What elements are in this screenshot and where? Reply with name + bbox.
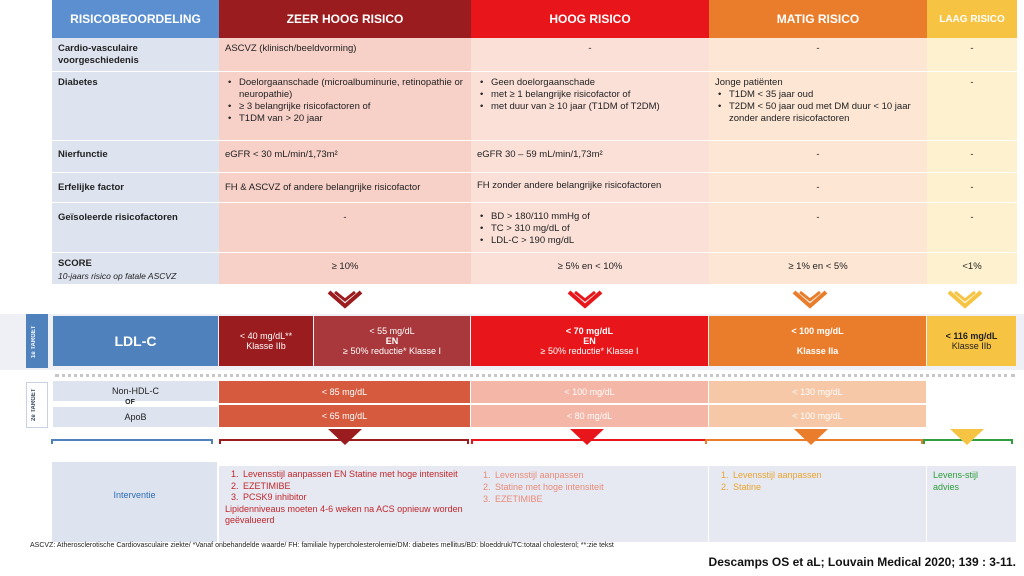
row-label-hereditary: Erfelijke factor — [58, 182, 124, 193]
bracket-lines — [50, 426, 1020, 456]
ldl-very-high-b-value: < 55 mg/dL — [369, 326, 415, 336]
ldl-low-value: < 116 mg/dL — [945, 331, 998, 341]
score-very-high: ≥ 10% — [331, 261, 359, 272]
list-item: • ≥ 3 belangrijke risicofactoren of — [225, 101, 465, 113]
header-low-risk: LAAG RISICO — [927, 0, 1017, 38]
chevron-down-icon — [567, 290, 603, 310]
ldl-moderate — [709, 316, 926, 366]
ldl-moderate-value: < 100 mg/dL — [791, 326, 844, 336]
row-label-score — [52, 255, 219, 285]
list-item: Statine met hoge intensiteit — [495, 482, 604, 492]
target1-side-label: 1e TARGET — [31, 325, 37, 359]
diabetes-moderate — [709, 74, 927, 128]
list-item: • TC > 310 mg/dL of — [477, 223, 703, 235]
hereditary-very-high: FH & ASCVZ of andere belangrijke risicofactor — [225, 182, 421, 193]
list-item: • met ≥ 1 belangrijke risicofactor of — [477, 89, 703, 101]
score-low: <1% — [962, 261, 982, 272]
ldl-high-reduction: ≥ 50% reductie* Klasse I — [540, 346, 639, 356]
ldl-low — [927, 316, 1016, 366]
citation: Descamps OS et aL; Louvain Medical 2020; 139 : 3-11. — [708, 555, 1016, 569]
hereditary-low: - — [970, 182, 974, 193]
ldl-high-and: EN — [583, 336, 596, 346]
isolated-moderate: - — [816, 212, 820, 223]
ldl-low-class: Klasse IIb — [951, 341, 992, 351]
apob-high: < 80 mg/dL — [471, 405, 708, 427]
nonhdl-high: < 100 mg/dL — [471, 381, 708, 403]
ldl-very-high-b — [314, 316, 470, 366]
ldl-very-high-a-class: Klasse IIb — [246, 341, 286, 351]
apob-label: ApoB — [53, 407, 218, 427]
ldl-high-value: < 70 mg/dL — [565, 326, 614, 336]
chevron-down-icon — [947, 290, 983, 310]
score-high: ≥ 5% en < 10% — [557, 261, 623, 272]
diabetes-moderate-intro: Jonge patiënten — [715, 77, 783, 88]
isolated-low: - — [970, 212, 974, 223]
nonhdl-moderate: < 130 mg/dL — [709, 381, 926, 403]
isolated-high — [471, 208, 709, 250]
intervention-very-high — [219, 466, 471, 542]
cv-high: - — [588, 43, 592, 54]
hereditary-moderate: - — [816, 182, 820, 193]
list-item: Statine — [733, 482, 762, 492]
row-label-cv: Cardio-vasculaire voorgeschiedenis — [58, 43, 139, 66]
header-very-high-risk: ZEER HOOG RISICO — [219, 0, 471, 38]
list-item: PCSK9 inhibitor — [243, 492, 307, 502]
cv-moderate: - — [816, 43, 820, 54]
chevron-down-icon — [327, 290, 363, 310]
hereditary-high: FH zonder andere belangrijke risicofactoren — [477, 180, 662, 191]
list-item: • T1DM van > 20 jaar — [225, 113, 465, 125]
kidney-very-high: eGFR < 30 mL/min/1,73m² — [225, 149, 338, 160]
kidney-low: - — [970, 149, 974, 160]
isolated-very-high: - — [343, 212, 347, 223]
list-item: • BD > 180/110 mmHg of — [477, 211, 703, 223]
ldl-moderate-class: Klasse IIa — [796, 346, 839, 356]
apob-moderate: < 100 mg/dL — [709, 405, 926, 427]
diabetes-low: - — [970, 77, 974, 88]
nonhdl-very-high: < 85 mg/dL — [219, 381, 470, 403]
list-item: Levensstijl aanpassen — [733, 470, 822, 480]
intervention-note: Lipidenniveaus moeten 4-6 weken na ACS opnieuw worden geëvalueerd — [225, 503, 463, 525]
row-label-isolated: Geïsoleerde risicofactoren — [58, 212, 178, 223]
score-label: SCORE — [58, 258, 92, 269]
ldl-very-high-a-value: < 40 mg/dL** — [239, 331, 293, 341]
header-high-risk: HOOG RISICO — [471, 0, 709, 38]
ldl-very-high-a — [219, 316, 313, 366]
row-label-diabetes: Diabetes — [58, 77, 98, 88]
dotted-divider — [55, 374, 1015, 377]
list-item: • T1DM < 35 jaar oud — [715, 89, 921, 101]
intervention-low: Levens-stijl advies — [927, 466, 1016, 542]
ldl-high — [471, 316, 708, 366]
apob-very-high: < 65 mg/dL — [219, 405, 470, 427]
chevron-down-icon — [792, 290, 828, 310]
intervention-moderate — [709, 466, 926, 542]
ldl-c-label: LDL-C — [53, 316, 218, 366]
score-sublabel: 10-jaars risico op fatale ASCVZ — [58, 271, 177, 281]
cv-low: - — [970, 43, 974, 54]
list-item: • Geen doelorgaanschade — [477, 77, 703, 89]
intervention-high — [471, 466, 708, 542]
list-item: Levensstijl aanpassen — [495, 470, 584, 480]
list-item: EZETIMIBE — [243, 480, 291, 491]
cv-very-high: ASCVZ (klinisch/beeldvorming) — [225, 43, 357, 54]
footnote: ASCVZ: Atherosclerotische Cardiovasculaire ziekte/ *Vanaf onbehandelde waarde/ FH: familiale hypercholesterolemie/DM: diabetes mellitus/BD: bloeddruk/TC:totaal cholesterol; **:zie tekst — [30, 542, 614, 549]
ldl-very-high-b-and: EN — [385, 336, 399, 346]
intervention-label: Interventie — [113, 490, 156, 500]
target2-side-label: 2e TARGET — [31, 388, 37, 422]
kidney-high: eGFR 30 – 59 mL/min/1,73m² — [477, 149, 603, 160]
list-item: Levensstijl aanpassen EN Statine met hoge intensiteit — [243, 469, 458, 479]
diabetes-very-high — [219, 74, 471, 128]
kidney-moderate: - — [816, 149, 820, 160]
list-item: EZETIMIBE — [495, 494, 543, 504]
header-risk-assessment: RISICOBEOORDELING — [52, 0, 219, 38]
nonhdl-label: Non-HDL-C — [53, 381, 218, 401]
list-item: • T2DM < 50 jaar oud met DM duur < 10 jaar zonder andere risicofactoren — [715, 101, 921, 125]
ldl-very-high-b-reduction: ≥ 50% reductie* Klasse I — [343, 346, 441, 356]
list-item: • met duur van ≥ 10 jaar (T1DM of T2DM) — [477, 101, 703, 113]
list-item: • LDL-C > 190 mg/dL — [477, 235, 703, 247]
list-item: • Doelorgaanschade (microalbuminurie, retinopathie or neuropathie) — [225, 77, 465, 101]
score-moderate: ≥ 1% en < 5% — [788, 261, 848, 272]
row-label-kidney: Nierfunctie — [58, 149, 108, 160]
header-moderate-risk: MATIG RISICO — [709, 0, 927, 38]
diabetes-high — [471, 74, 709, 116]
or-label: OF — [125, 398, 135, 406]
